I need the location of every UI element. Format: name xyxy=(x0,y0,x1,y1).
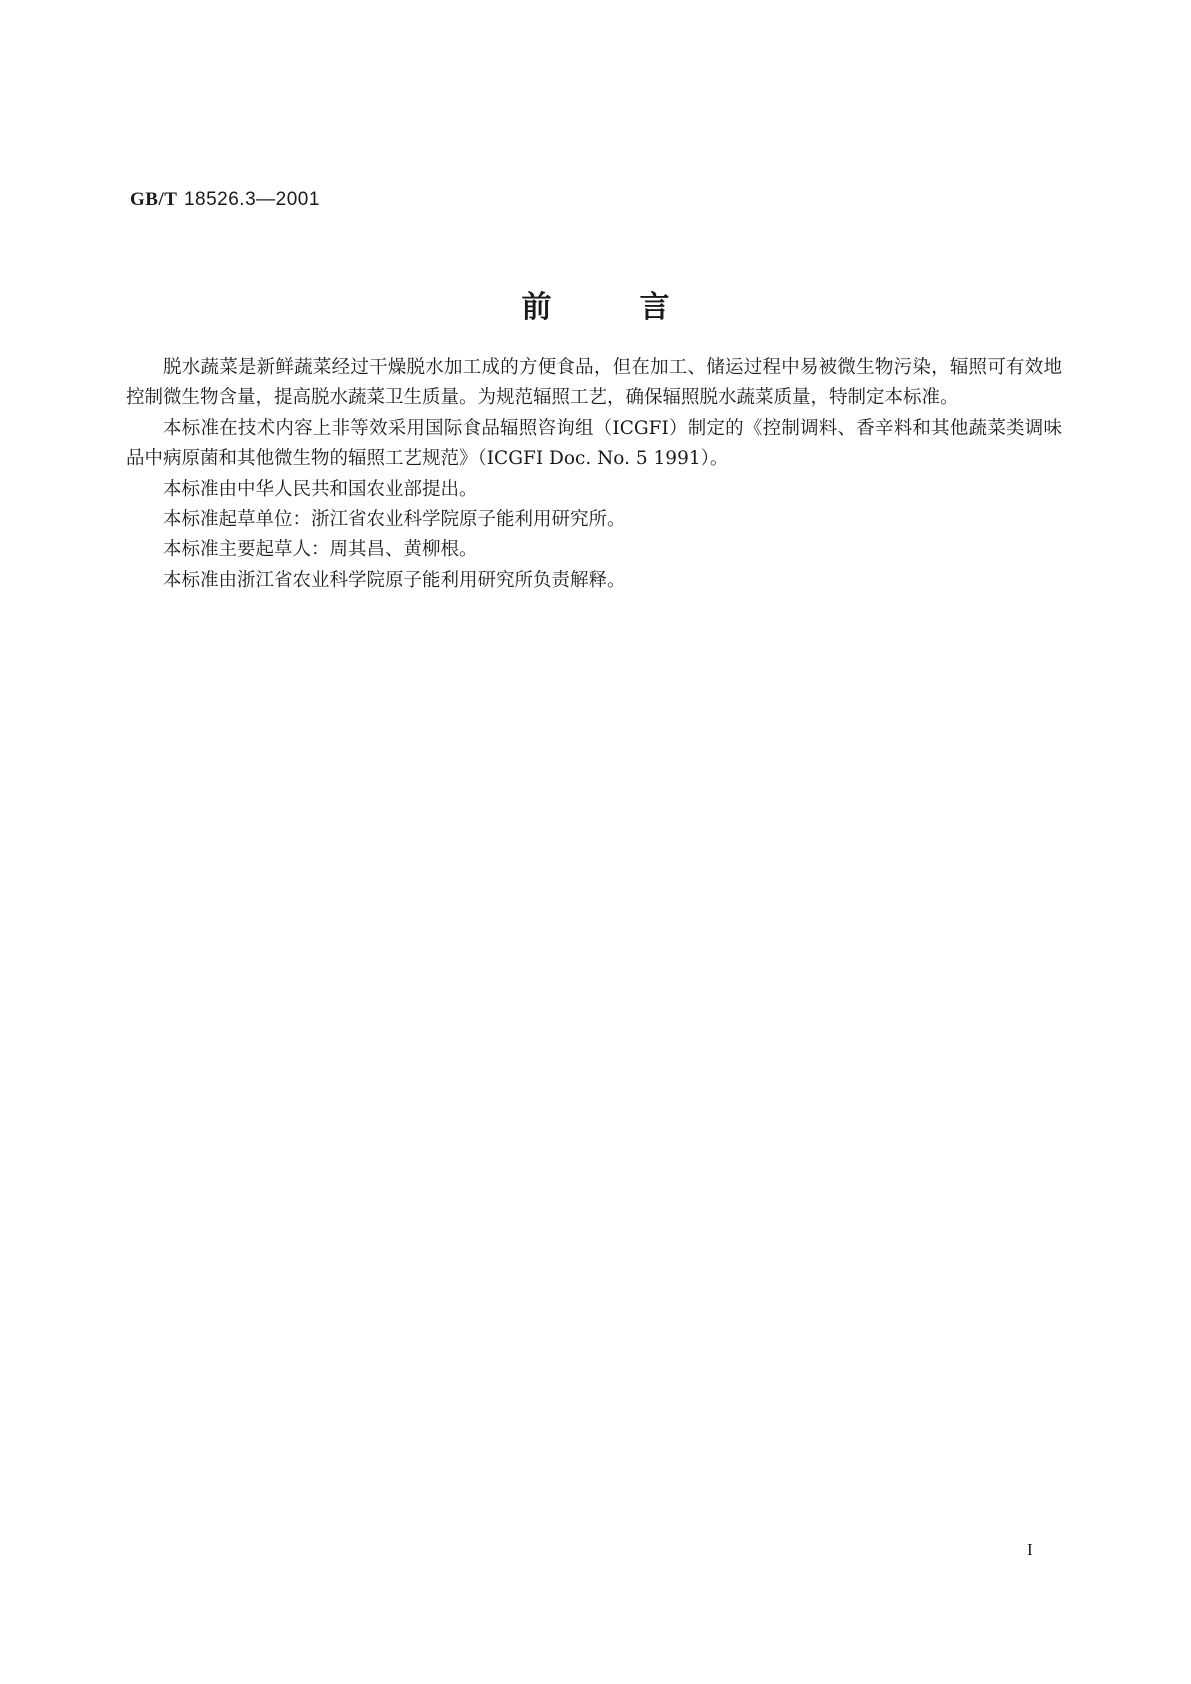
section-title-part2: 言 xyxy=(639,290,670,325)
page-number: I xyxy=(1027,1540,1033,1559)
paragraph-drafting-unit: 本标准起草单位：浙江省农业科学院原子能利用研究所。 xyxy=(163,509,626,531)
paragraph-interpretation: 本标准由浙江省农业科学院原子能利用研究所负责解释。 xyxy=(163,569,626,591)
standard-code-prefix: GB/T xyxy=(130,189,178,210)
paragraph-proposer: 本标准由中华人民共和国农业部提出。 xyxy=(163,478,478,500)
standard-code-number: 18526.3—2001 xyxy=(183,189,320,210)
paragraph-intro: 脱水蔬菜是新鲜蔬菜经过干燥脱水加工成的方便食品，但在加工、储运过程中易被微生物污染，辐照可有效地控制微生物含量，提高脱水蔬菜卫生质量。为规范辐照工艺，确保辐照脱水蔬菜质量，特制定本标准。 xyxy=(126,357,1062,409)
foreword-body xyxy=(126,353,1062,596)
paragraph-drafters: 本标准主要起草人：周其昌、黄柳根。 xyxy=(163,539,478,561)
paragraph-adoption: 本标准在技术内容上非等效采用国际食品辐照咨询组（ICGFI）制定的《控制调料、香辛料和其他蔬菜类调味品中病原菌和其他微生物的辐照工艺规范》（ICGFI Doc. No. 5 1991）。 xyxy=(126,417,1062,470)
section-title xyxy=(0,282,1191,326)
standard-code xyxy=(130,188,320,211)
section-title-part1: 前 xyxy=(521,290,552,325)
